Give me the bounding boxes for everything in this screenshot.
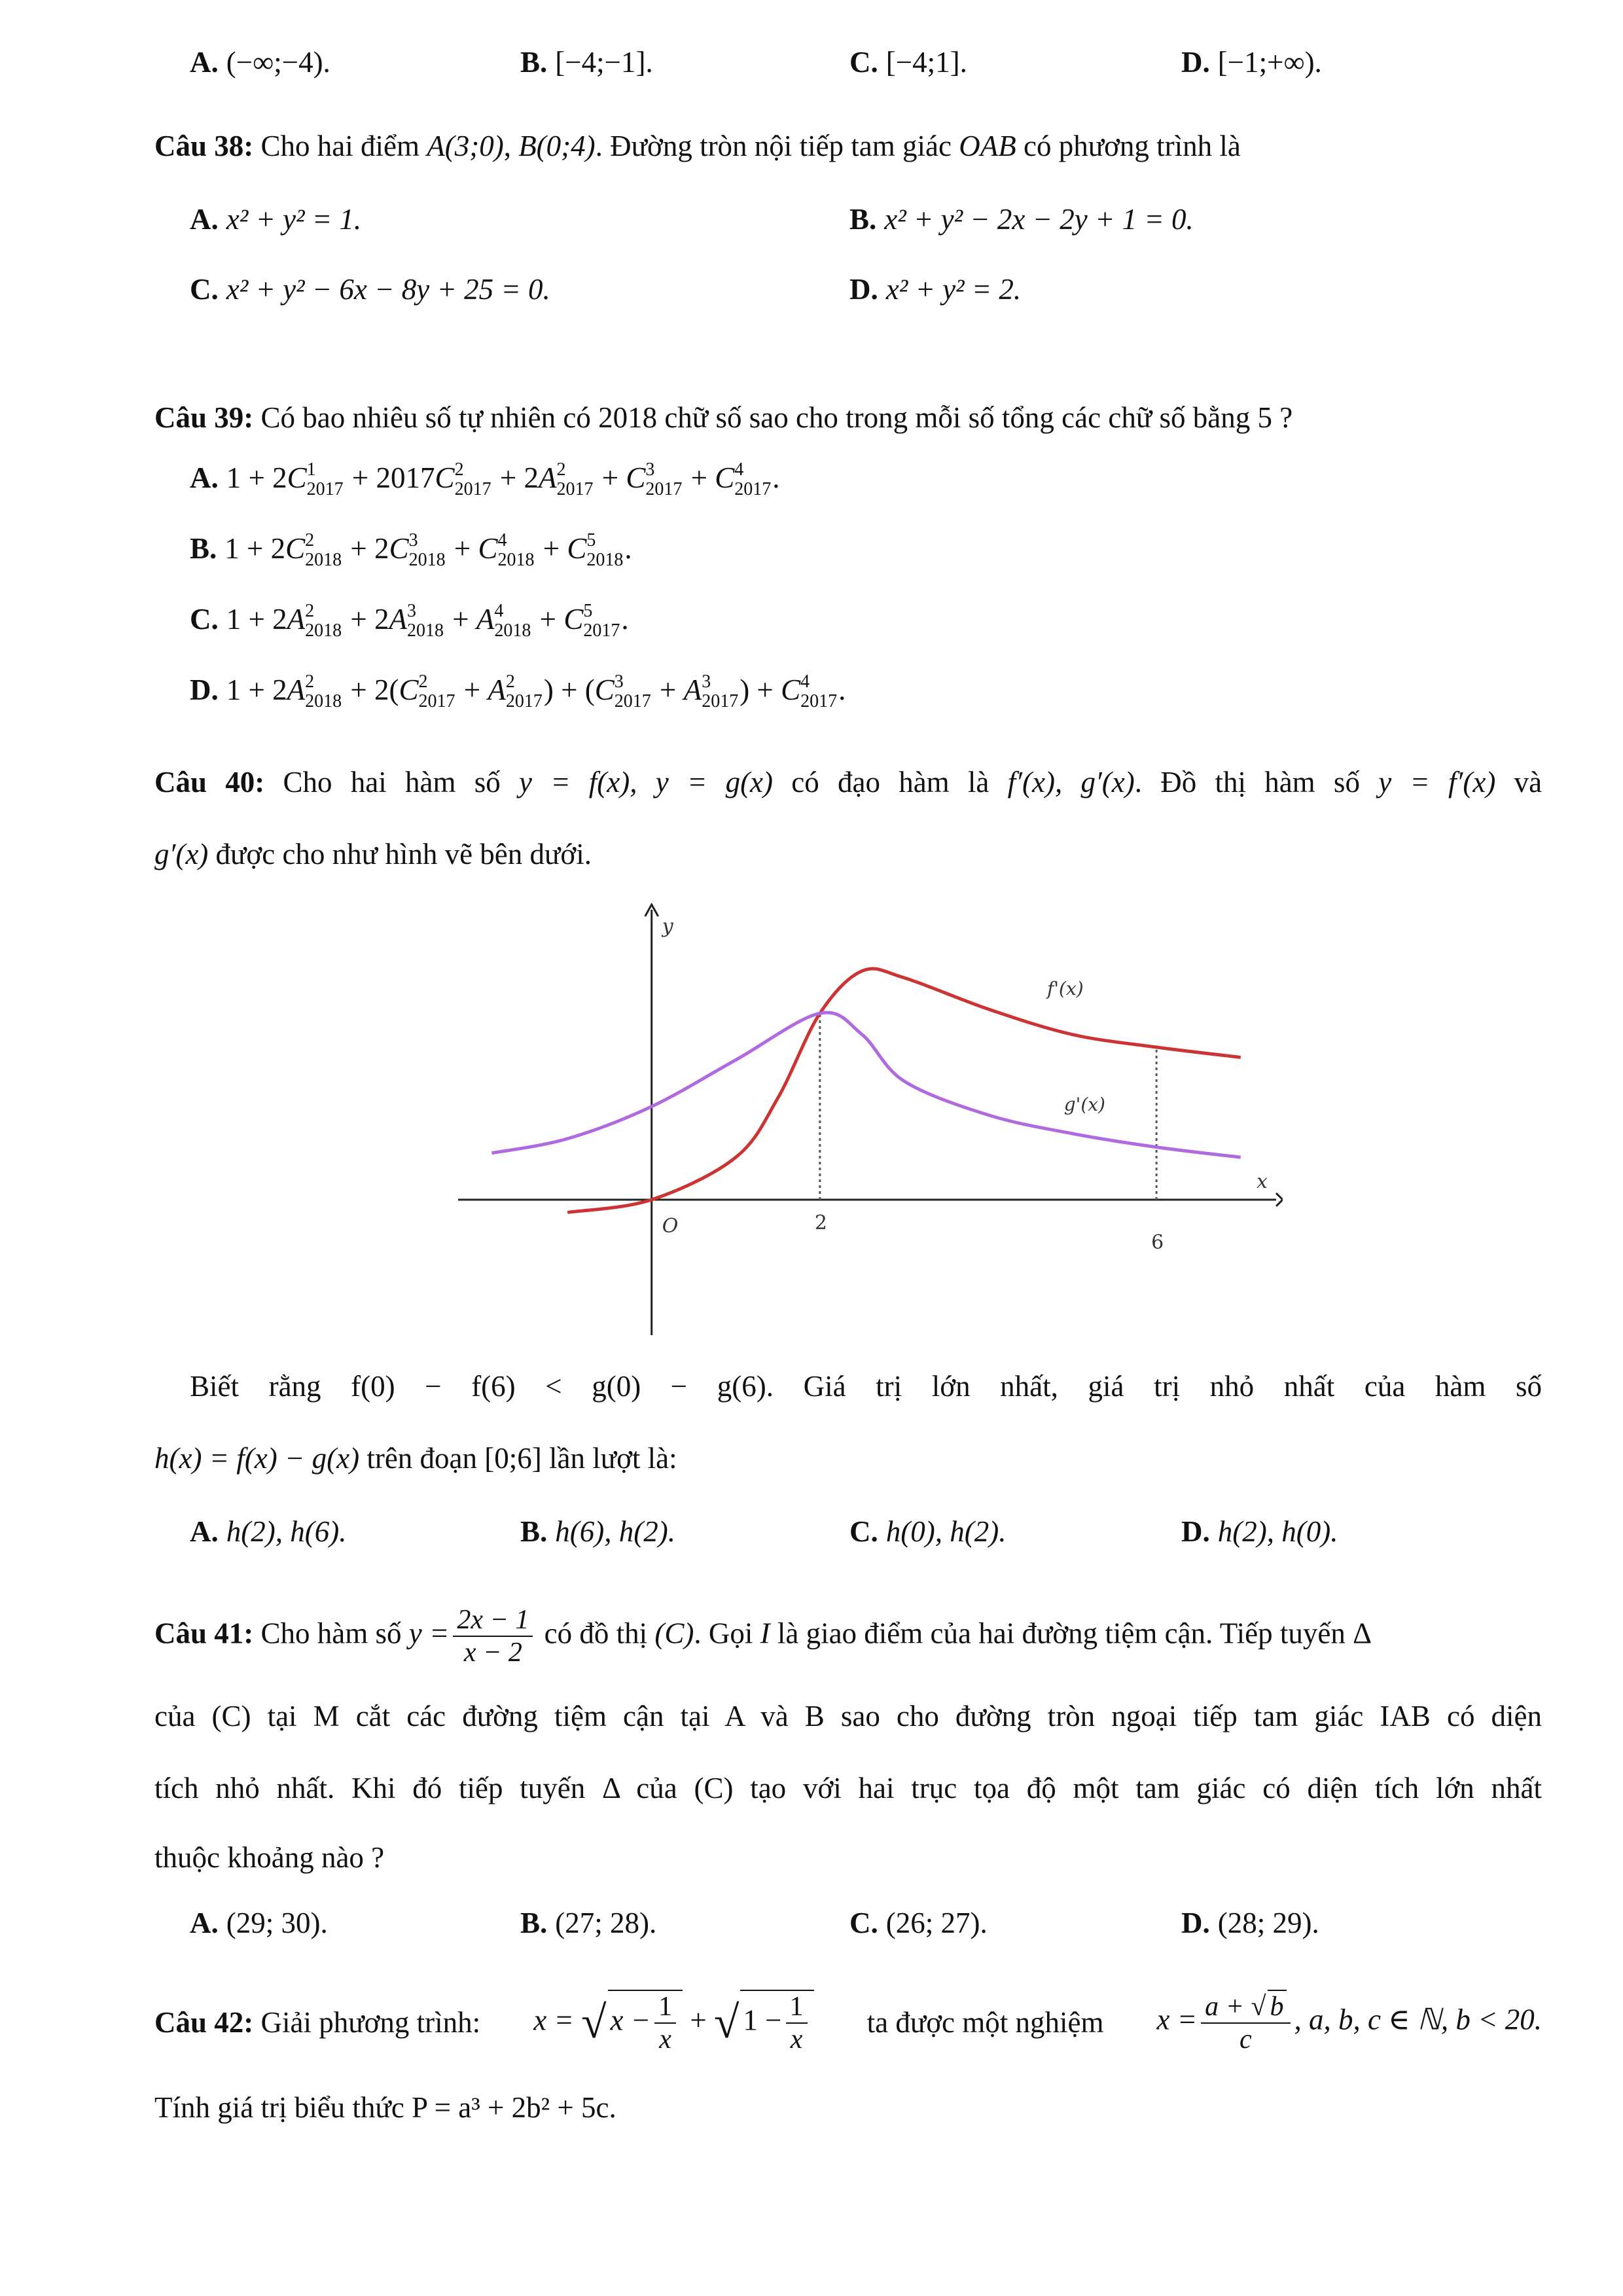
- q41-option-b: B. (27; 28).: [520, 1907, 657, 1939]
- q37-option-b: B. [−4;−1].: [520, 46, 653, 79]
- x-axis-label: x: [1257, 1170, 1268, 1193]
- q38-option-d: D. x² + y² = 2.: [849, 273, 1022, 306]
- q38-option-a: A. x² + y² = 1.: [190, 203, 362, 236]
- q40-given: Biết rằng f(0) − f(6) < g(0) − g(6). Giá trị lớn nhất, giá trị nhỏ nhất của hàm số: [190, 1370, 1542, 1403]
- q40-option-a: A. h(2), h(6).: [190, 1515, 347, 1548]
- q38-stem: Câu 38: Cho hai điểm A(3;0), B(0;4). Đường tròn nội tiếp tam giác OAB có phương trình là: [154, 130, 1241, 162]
- q42-stem-line2: Tính giá trị biểu thức P = a³ + 2b² + 5c.: [154, 2091, 616, 2124]
- y-axis-label: y: [662, 915, 673, 938]
- q40-option-d: D. h(2), h(0).: [1181, 1515, 1338, 1548]
- q37-option-c: C. [−4;1].: [849, 46, 967, 79]
- q39-option-a: A. 1 + 2C 1 2017 + 2017C 2 2017 + 2A 2 2017 + C 3 2017 + C 4 2017 .: [190, 459, 780, 499]
- q41-option-c: C. (26; 27).: [849, 1907, 988, 1939]
- f-prime-label: f'(x): [1047, 977, 1084, 999]
- q40-stem-line2: g′(x) được cho như hình vẽ bên dưới.: [154, 838, 592, 870]
- q37-option-a: A. (−∞;−4).: [190, 46, 330, 79]
- origin-label: O: [662, 1214, 679, 1238]
- g-prime-curve: [491, 1013, 1240, 1157]
- q41-stem-line4: thuộc khoảng nào ?: [154, 1841, 385, 1874]
- q41-option-d: D. (28; 29).: [1181, 1907, 1319, 1939]
- f-prime-curve: [567, 969, 1241, 1212]
- x-tick-label-6: 6: [1151, 1230, 1164, 1254]
- q38-option-b: B. x² + y² − 2x − 2y + 1 = 0.: [849, 203, 1194, 236]
- q39-option-b: B. 1 + 2C 2 2018 + 2C 3 2018 + C 4 2018 + C 5 2018 .: [190, 529, 632, 570]
- q38-option-c: C. x² + y² − 6x − 8y + 25 = 0.: [190, 273, 550, 306]
- q42-stem-line1: Câu 42: Giải phương trình: x = √ x − $\frac{1}{x}$ + √ 1 − $\frac{1}{x}$ ta được một nghiệm x = $\frac{a + √ b}{c}$ , a, b, c ∈ ℕ, b < 20.: [154, 1983, 1542, 2062]
- q39-option-d: D. 1 + 2A 2 2018 + 2(C 2 2017 + A 2 2017 ) + (C 3 2017 + A 3 2017 ) + C 4 2017 .: [190, 671, 846, 711]
- q40-option-b: B. h(6), h(2).: [520, 1515, 675, 1548]
- q40-derivative-graph: [458, 903, 1283, 1335]
- q39-option-c: C. 1 + 2A 2 2018 + 2A 3 2018 + A 4 2018 + C 5 2017 .: [190, 600, 629, 641]
- x-axis-arrow: [1276, 1193, 1283, 1206]
- q40-stem-line1: Câu 40: Cho hai hàm số y = f(x), y = g(x) có đạo hàm là f′(x), g′(x). Đồ thị hàm số y = f′(x) và: [154, 766, 1543, 798]
- q41-stem-line2: của (C) tại M cắt các đường tiệm cận tại A và B sao cho đường tròn ngoại tiếp tam giác IAB có diện: [154, 1700, 1542, 1732]
- q41-option-a: A. (29; 30).: [190, 1907, 328, 1939]
- q40-option-c: C. h(0), h(2).: [849, 1515, 1007, 1548]
- x-tick-label-2: 2: [814, 1211, 827, 1234]
- g-prime-label: g'(x): [1063, 1094, 1105, 1116]
- q39-stem: Câu 39: Có bao nhiêu số tự nhiên có 2018 chữ số sao cho trong mỗi số tổng các chữ số bằng 5 ?: [154, 401, 1293, 434]
- q40-stem-line4: h(x) = f(x) − g(x) trên đoạn [0;6] lần lượt là:: [154, 1442, 677, 1475]
- q37-option-d: D. [−1;+∞).: [1181, 46, 1322, 79]
- q41-fraction: $\frac{2x - 1}{x - 2}$: [453, 1604, 533, 1668]
- q41-stem-line1: Câu 41: Cho hàm số y = $\frac{2x - 1}{x - 2}$ có đồ thị (C). Gọi I là giao điểm của hai đường tiệm cận. Tiếp tuyến Δ: [154, 1605, 1372, 1668]
- q41-stem-line3: tích nhỏ nhất. Khi đó tiếp tuyến Δ của (C) tạo với hai trục tọa độ một tam giác có diện tích lớn nhất: [154, 1772, 1542, 1804]
